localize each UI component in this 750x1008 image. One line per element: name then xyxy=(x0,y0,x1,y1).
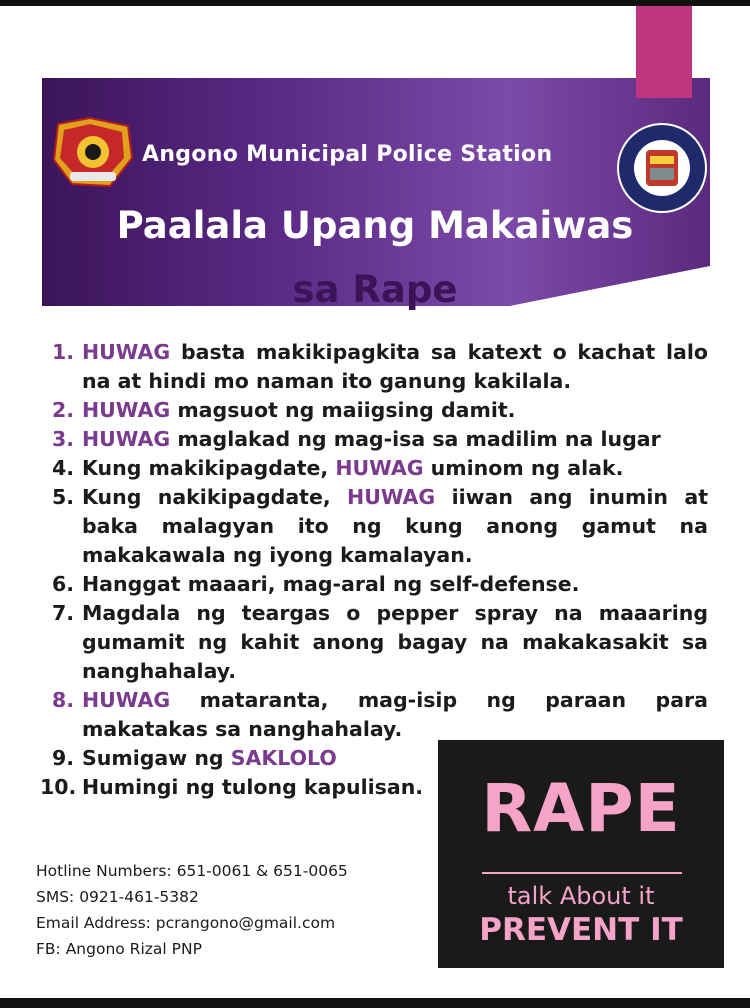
item-text-rest: maglakad ng mag-isa sa madilim na lugar xyxy=(170,427,661,451)
list-item xyxy=(40,338,708,396)
list-item xyxy=(40,599,708,686)
poster-divider xyxy=(482,872,682,874)
item-number: 5. xyxy=(51,485,74,509)
tips-list xyxy=(40,338,708,802)
item-text-pre: Kung nakikipagdate, xyxy=(82,485,348,509)
page-title-line2 xyxy=(50,268,700,311)
highlight-word: HUWAG xyxy=(82,688,171,712)
list-item xyxy=(40,686,708,744)
item-number: 10. xyxy=(40,775,77,799)
hotline-numbers: Hotline Numbers: 651-0061 & 651-0065 xyxy=(36,862,348,880)
item-text xyxy=(82,686,708,744)
item-text xyxy=(82,454,708,483)
title-line2-text: sa Rape xyxy=(292,268,458,311)
item-text: Magdala ng teargas o pepper spray na maaaring gumamit ng kahit anong bagay na makakasakit sa nanghahalay. xyxy=(82,601,708,683)
item-text-rest: basta makikipagkita sa katext o kachat lalo na at hindi mo naman ito ganung kakilala. xyxy=(82,340,708,393)
angono-police-seal-icon xyxy=(614,120,710,216)
item-text xyxy=(82,744,472,773)
item-text-rest: uminom ng alak. xyxy=(423,456,624,480)
item-number: 4. xyxy=(51,456,74,480)
item-number: 6. xyxy=(51,572,74,596)
pink-ribbon xyxy=(636,6,692,98)
item-text xyxy=(82,396,708,425)
item-number: 7. xyxy=(51,601,74,625)
list-item xyxy=(40,396,708,425)
facebook-page: FB: Angono Rizal PNP xyxy=(36,940,202,958)
item-number: 9. xyxy=(51,746,74,770)
item-text xyxy=(82,425,708,454)
item-number: 1. xyxy=(51,340,74,364)
item-text-pre: Kung makikipagdate, xyxy=(82,456,336,480)
highlight-word: HUWAG xyxy=(82,398,171,422)
poster-headline: RAPE xyxy=(481,770,681,847)
page-title-line1: Paalala Upang Makaiwas xyxy=(116,204,634,247)
item-text-rest: iiwan ang inumin at baka malagyan ito ng kung anong gamut na makakawala ng iyong kamalayan. xyxy=(82,485,708,567)
item-text xyxy=(82,338,708,396)
highlight-word: SAKLOLO xyxy=(230,746,337,770)
highlight-word: HUWAG xyxy=(82,427,171,451)
highlight-word: HUWAG xyxy=(347,485,436,509)
item-number: 2. xyxy=(51,398,74,422)
station-name: Angono Municipal Police Station xyxy=(142,142,553,167)
item-text: Humingi ng tulong kapulisan. xyxy=(82,775,424,799)
bottom-border xyxy=(0,998,750,1008)
rape-awareness-poster xyxy=(438,740,724,968)
item-text: Hanggat maaari, mag-aral ng self-defense. xyxy=(82,572,580,596)
list-item xyxy=(40,570,708,599)
list-item xyxy=(40,425,708,454)
highlight-word: HUWAG xyxy=(335,456,424,480)
email-address: Email Address: pcrangono@gmail.com xyxy=(36,914,336,932)
list-item xyxy=(40,483,708,570)
item-number: 3. xyxy=(51,427,74,451)
item-text-pre: Sumigaw ng xyxy=(82,746,231,770)
sms-number: SMS: 0921-461-5382 xyxy=(36,888,199,906)
pnp-logo-icon xyxy=(50,114,136,190)
item-number: 8. xyxy=(51,688,74,712)
poster-slogan: PREVENT IT xyxy=(479,912,683,948)
poster-tagline: talk About it xyxy=(507,882,655,910)
item-text-rest: mataranta, mag-isip ng paraan para makatakas sa nanghahalay. xyxy=(82,688,708,741)
item-text-rest: magsuot ng maiigsing damit. xyxy=(170,398,516,422)
highlight-word: HUWAG xyxy=(82,340,171,364)
item-text xyxy=(82,483,708,570)
contact-info xyxy=(36,858,436,962)
list-item xyxy=(40,454,708,483)
